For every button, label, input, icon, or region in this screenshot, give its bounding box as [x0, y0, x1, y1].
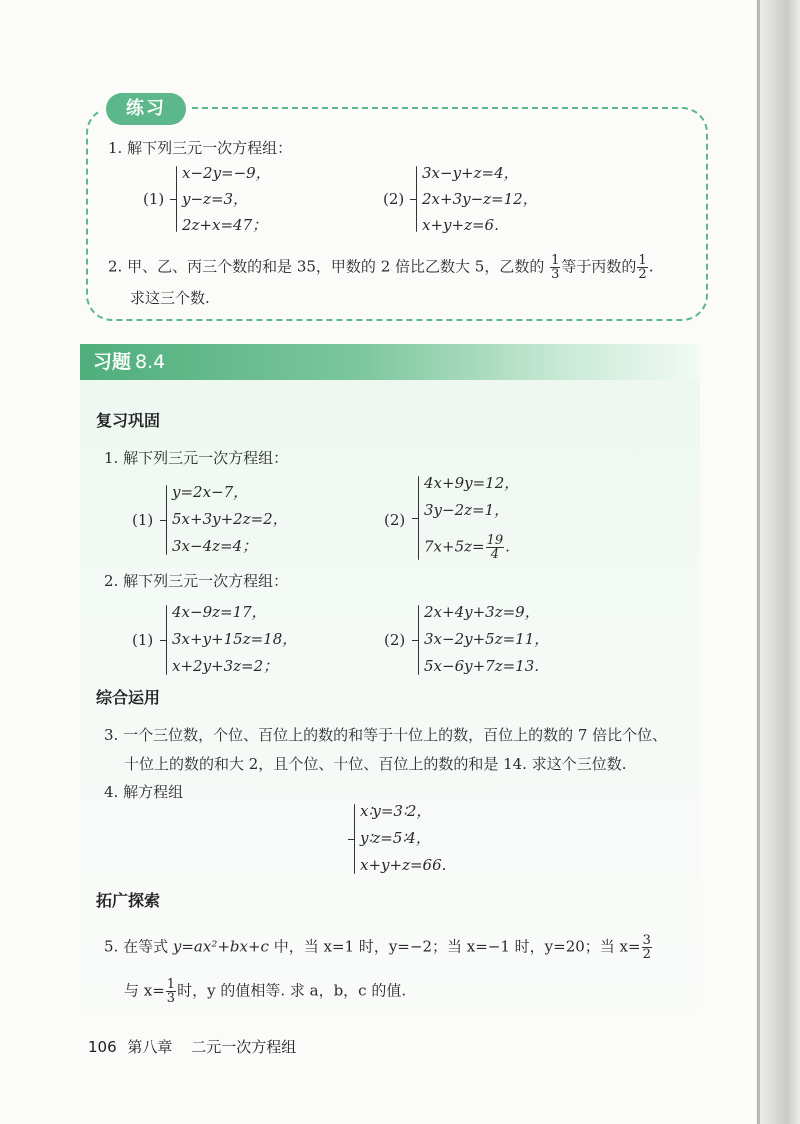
apply-q4-label: 4. 解方程组	[104, 783, 184, 801]
section-review-heading: 复习巩固	[96, 411, 161, 430]
equation-line: x∶y=3∶2，	[360, 802, 432, 820]
equation-line: x+y+z=6.	[422, 216, 499, 234]
page-edge-shadow	[756, 0, 800, 1124]
fraction-numerator: 3	[642, 933, 651, 948]
brace	[176, 166, 177, 232]
extend-q5-line2	[124, 978, 406, 1005]
equation-line: y−z=3，	[182, 190, 249, 208]
practice-q2-text-b: 等于丙数的	[561, 257, 637, 276]
extend-q5-line1	[104, 934, 653, 961]
brace	[166, 605, 167, 675]
q5-line2-a: 与 x=	[124, 981, 165, 1000]
fraction	[486, 534, 505, 561]
review-q1-label: 1. 解下列三元一次方程组：	[104, 449, 289, 467]
equation-line: 2x+3y−z=12，	[422, 190, 538, 208]
section-extend-heading: 拓广探索	[96, 891, 161, 910]
equation-line: 2z+x=47；	[182, 216, 268, 234]
fraction	[642, 934, 652, 961]
equation-line: x+2y+3z=2；	[172, 657, 279, 675]
fraction	[637, 254, 647, 281]
equation-line: 3x+y+15z=18，	[172, 630, 298, 648]
q5-text-b: 中，当 x=1 时，y=−2；当 x=−1 时，y=20；当 x=	[273, 937, 641, 956]
brace	[166, 485, 167, 555]
apply-q3-line2: 十位上的数的和大 2，且个位、十位、百位上的数的和是 14. 求这个三位数.	[124, 755, 627, 773]
equation-line: 4x+9y=12，	[424, 474, 520, 492]
equation-line: x+y+z=66.	[360, 856, 447, 874]
fraction-numerator: 19	[486, 533, 504, 548]
fraction-denominator: 3	[166, 991, 176, 1006]
equation-line: 3y−2z=1，	[424, 501, 510, 519]
exercise-panel	[80, 380, 700, 1010]
exercise-number: 8.4	[135, 351, 166, 373]
practice-q2-text-c: .	[648, 257, 654, 276]
practice-q1-label: 1. 解下列三元一次方程组：	[108, 139, 293, 157]
equation-part: 7x+5z=	[424, 537, 485, 556]
equation-line: 3x−2y+5z=11，	[424, 630, 550, 648]
brace	[418, 605, 419, 675]
equation-line: x−2y=−9，	[182, 164, 271, 182]
practice-q1-sys2-label: (2)	[383, 190, 405, 208]
practice-q2-line1	[108, 254, 653, 281]
fraction	[166, 978, 176, 1005]
equation-line: 2x+4y+3z=9，	[424, 603, 540, 621]
q5-equation: y=ax²+bx+c	[172, 937, 269, 956]
practice-q2-text-a: 2. 甲、乙、丙三个数的和是 35，甲数的 2 倍比乙数大 5，乙数的	[108, 257, 545, 276]
review-q1-sys2-label: (2)	[384, 511, 406, 529]
fraction-numerator: 1	[166, 977, 176, 992]
equation-line: 4x−9z=17，	[172, 603, 267, 621]
equation-line: y∶z=5∶4，	[360, 829, 431, 847]
fraction-denominator: 4	[490, 547, 499, 562]
q5-text-a: 5. 在等式	[104, 937, 169, 956]
equation-line: 3x−y+z=4，	[422, 164, 519, 182]
practice-q1-sys1-label: (1)	[143, 190, 165, 208]
page-edge-line	[757, 0, 760, 1124]
footer-chapter: 第八章	[127, 1038, 173, 1056]
brace	[418, 476, 419, 560]
exercise-title	[93, 350, 165, 374]
brace	[416, 166, 417, 232]
equation-line	[424, 534, 510, 561]
review-q2-sys1-label: (1)	[132, 631, 154, 649]
apply-q3-line1: 3. 一个三位数，个位、百位上的数的和等于十位上的数，百位上的数的 7 倍比个位、	[104, 726, 668, 744]
fraction-numerator: 1	[638, 253, 647, 268]
fraction-denominator: 2	[638, 267, 647, 282]
fraction-numerator: 1	[551, 253, 560, 268]
practice-tag: 练习	[106, 93, 186, 125]
equation-line: 3x−4z=4；	[172, 537, 258, 555]
equation-part: .	[505, 537, 510, 556]
page-number: 106	[88, 1038, 117, 1056]
fraction-denominator: 3	[551, 267, 560, 282]
equation-line: 5x−6y+7z=13.	[424, 657, 540, 675]
exercise-header-bar	[80, 344, 700, 380]
review-q2-sys2-label: (2)	[384, 631, 406, 649]
page-footer	[88, 1036, 296, 1057]
equation-line: y=2x−7，	[172, 483, 249, 501]
q5-line2-b: 时，y 的值相等. 求 a，b，c 的值.	[177, 981, 407, 1000]
footer-title: 二元一次方程组	[191, 1038, 297, 1056]
section-apply-heading: 综合运用	[96, 688, 161, 707]
equation-line: 5x+3y+2z=2，	[172, 510, 288, 528]
practice-q2-line2: 求这三个数.	[130, 289, 210, 307]
review-q1-sys1-label: (1)	[132, 511, 154, 529]
review-q2-label: 2. 解下列三元一次方程组：	[104, 572, 289, 590]
fraction-denominator: 2	[642, 947, 651, 962]
exercise-title-text: 习题	[93, 351, 132, 373]
fraction	[550, 254, 560, 281]
brace	[354, 804, 355, 874]
